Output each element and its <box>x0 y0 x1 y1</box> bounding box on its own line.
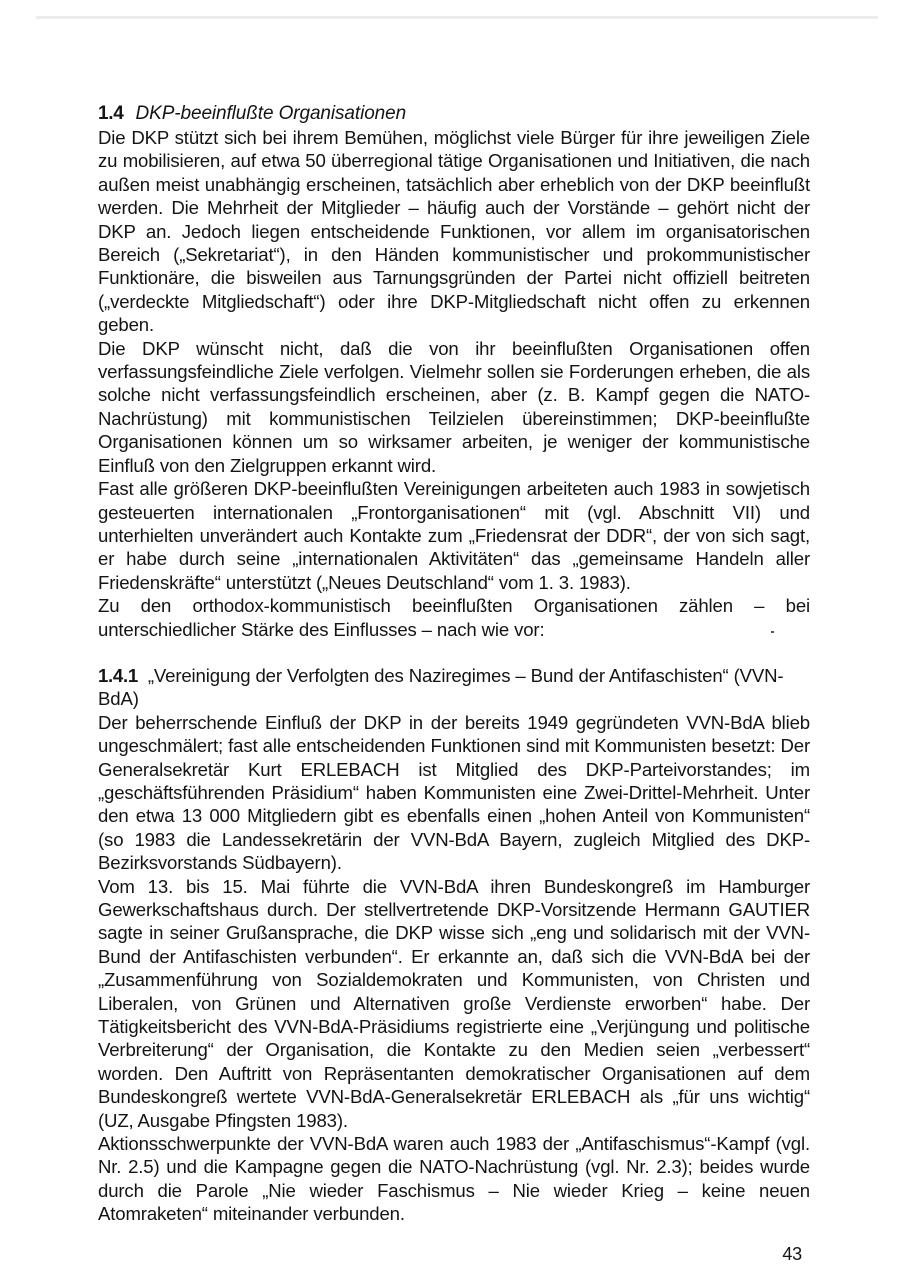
document-page <box>98 102 810 1226</box>
subsection-paragraph-3: Aktionsschwerpunkte der VVN-BdA waren auch 1983 der „Antifaschismus“-Kampf (vgl. Nr. 2.5) und die Kampagne gegen die NATO-Nachrüstung (vgl. Nr. 2.3); beides wurde durch die Parole „Nie wieder Faschismus – Nie wieder Krieg – keine neuen Atomraketen“ miteinander verbunden. <box>98 1133 810 1225</box>
section-paragraph-1: Die DKP stützt sich bei ihrem Bemühen, möglichst viele Bürger für ihre jeweiligen Ziele zu mobilisieren, auf etwa 50 überregional tätige Organisationen und Initiativen, die nach außen meist unabhängig erscheinen, tatsächlich aber erheblich von der DKP beeinflußt werden. Die Mehrheit der Mitglieder – häufig auch der Vorstände – gehört nicht der DKP an. Jedoch liegen entscheidende Funktionen, vor allem im organisatorischen Bereich („Sekretariat“), in den Händen kommunistischer und prokommunistischer Funktionäre, die bisweilen aus Tarnungsgründen der Partei nicht offiziell beitreten („verdeckte Mitgliedschaft“) oder ihre DKP-Mitgliedschaft nicht offen zu erkennen geben. <box>98 127 810 336</box>
section-paragraph-4: Zu den orthodox-kommunistisch beeinflußten Organisationen zählen – bei unterschiedlicher Stärke des Einflusses – nach wie vor: <box>98 595 810 640</box>
subsection-paragraph-1: Der beherrschende Einfluß der DKP in der bereits 1949 gegründeten VVN-BdA blieb ungeschmälert; fast alle entscheidenden Funktionen sind mit Kommunisten besetzt: Der Generalsekretär Kurt ERLEBACH ist Mitglied des DKP-Parteivorstandes; im „geschäftsführenden Präsidium“ haben Kommunisten eine Zwei-Drittel-Mehrheit. Unter den etwa 13 000 Mitgliedern gibt es ebenfalls einen „hohen Anteil von Kommunisten“ (so 1983 die Landessekretärin der VVN-BdA Bayern, zugleich Mitglied des DKP-Bezirksvorstands Südbayern). <box>98 711 810 874</box>
top-edge-rule <box>36 16 878 19</box>
subsection-title: „Vereinigung der Verfolgten des Naziregimes – Bund der Antifaschisten“ (VVN-BdA) <box>98 664 784 710</box>
subsection-heading <box>98 664 810 711</box>
section-title: DKP-beeinflußte Organisationen <box>135 103 407 124</box>
section-spacer <box>98 641 810 664</box>
scan-speck <box>771 631 774 633</box>
section-heading <box>98 102 810 125</box>
subsection-number: 1.4.1 <box>98 664 138 686</box>
section-number: 1.4 <box>98 103 124 124</box>
section-paragraph-2: Die DKP wünscht nicht, daß die von ihr beeinflußten Organisationen offen verfassungsfeindliche Ziele verfolgen. Vielmehr sollen sie Forderungen erheben, die als solche nicht verfassungsfeindlich erscheinen, aber (z. B. Kampf gegen die NATO-Nachrüstung) mit kommunistischen Teilzielen übereinstimmen; DKP-beeinflußte Organisationen können um so wirksamer arbeiten, je weniger der kommunistische Einfluß von den Zielgruppen erkannt wird. <box>98 337 810 476</box>
page-number: 43 <box>782 1244 802 1264</box>
section-paragraph-3: Fast alle größeren DKP-beeinflußten Vereinigungen arbeiteten auch 1983 in sowjetisch gesteuerten internationalen „Frontorganisationen“ mit (vgl. Abschnitt VII) und unterhielten unverändert auch Kontakte zum „Friedensrat der DDR“, der von sich sagt, er habe durch seine „internationalen Aktivitäten“ das „gemeinsame Handeln aller Friedenskräfte“ unterstützt („Neues Deutschland“ vom 1. 3. 1983). <box>98 478 810 593</box>
subsection-paragraph-2: Vom 13. bis 15. Mai führte die VVN-BdA ihren Bundeskongreß im Hamburger Gewerkschaftshaus durch. Der stellvertretende DKP-Vorsitzende Hermann GAUTIER sagte in seiner Grußansprache, die DKP wisse sich „eng und solidarisch mit der VVN-Bund der Antifaschisten verbunden“. Er erkannte an, daß sich die VVN-BdA bei der „Zusammenführung von Sozialdemokraten und Kommunisten, von Christen und Liberalen, von Grünen und Alternativen große Verdienste erworben“ habe. Der Tätigkeitsbericht des VVN-BdA-Präsidiums registrierte eine „Verjüngung und politische Verbreiterung“ der Organisation, die Kontakte zu den Medien seien „verbessert“ worden. Den Auftritt von Repräsentanten demokratischer Organisationen auf dem Bundeskongreß wertete VVN-BdA-Generalsekretär ERLEBACH als „für uns wichtig“ (UZ, Ausgabe Pfingsten 1983). <box>98 875 810 1131</box>
